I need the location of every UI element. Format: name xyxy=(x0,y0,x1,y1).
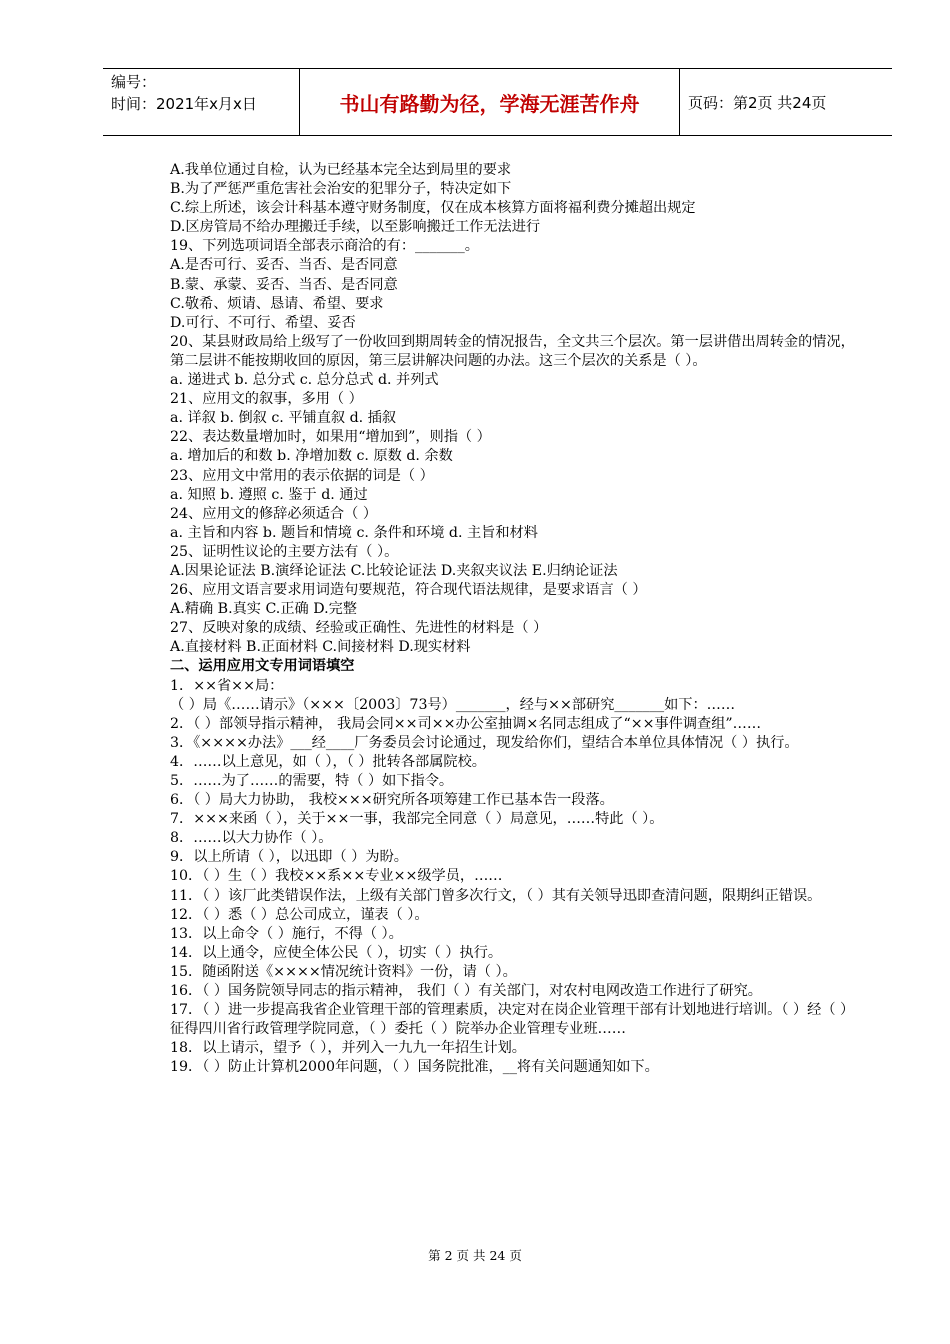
text-line: A.直接材料 B.正面材料 C.间接材料 D.现实材料 xyxy=(170,639,471,656)
text-line: 4．……以上意见，如（ ），（ ）批转各部属院校。 xyxy=(170,753,486,770)
text-line: 27、反映对象的成绩、经验或正确性、先进性的材料是（ ） xyxy=(170,620,548,637)
text-line: 9．以上所请（ ），以迅即（ ）为盼。 xyxy=(170,849,408,866)
text-line: a. 递进式 b. 总分式 c. 总分总式 d. 并列式 xyxy=(170,372,439,389)
text-line: 14．以上通令，应使全体公民（ ），切实（ ）执行。 xyxy=(170,944,503,961)
text-line: A.精确 B.真实 C.正确 D.完整 xyxy=(170,601,357,618)
text-line: 22、表达数量增加时，如果用“增加到”，则指（ ） xyxy=(170,429,491,446)
text-line: 13．以上命令（ ）施行，不得（ ）。 xyxy=(170,925,403,942)
text-line: 24、应用文的修辞必须适合（ ） xyxy=(170,505,378,522)
text-line: A.因果论证法 B.演绎论证法 C.比较论证法 D.夹叙夹议法 E.归纳论证法 xyxy=(170,562,618,579)
text-line: 23、应用文中常用的表示依据的词是（ ） xyxy=(170,467,434,484)
text-line: 8．……以大力协作（ ）。 xyxy=(170,830,333,847)
header-page-label: 页码：第2页 共24页 xyxy=(688,93,827,112)
text-line: A.是否可行、妥否、当否、是否同意 xyxy=(170,257,398,274)
header-meta xyxy=(103,69,300,135)
text-line: 20、某县财政局给上级写了一份收回到期周转金的情况报告，全文共三个层次。第一层讲借出周转金的情况，第二层讲不能按期收回的原因，第三层讲解决问题的办法。这三个层次的关系是（ ）。 xyxy=(170,333,855,369)
text-line: C.综上所述，该会计科基本遵守财务制度，仅在成本核算方面将福利费分摊超出规定 xyxy=(170,200,696,217)
page-footer: 第 2 页 共 24 页 xyxy=(428,1248,522,1263)
text-line: 1．××省××局： xyxy=(170,677,284,694)
text-line: 2．（ ）部领导指示精神， 我局会同××司××办公室抽调×名同志组成了“××事件调查组”…… xyxy=(170,715,762,732)
text-line: a. 主旨和内容 b. 题旨和情境 c. 条件和环境 d. 主旨和材料 xyxy=(170,524,538,541)
text-line: a. 详叙 b. 倒叙 c. 平铺直叙 d. 插叙 xyxy=(170,410,397,427)
text-line: 17．（ ）进一步提高我省企业管理干部的管理素质，决定对在岗企业管理干部有计划地进行培训。（ ）经（ ）征得四川省行政管理学院同意，（ ）委托（ ）院举办企业管理专业班…… xyxy=(170,1002,855,1038)
text-line: 7．×××来函（ ），关于××一事，我部完全同意（ ）局意见，……特此（ ）。 xyxy=(170,811,664,828)
text-line: C.敬希、烦请、恳请、希望、要求 xyxy=(170,295,384,312)
time-label: 时间：2021年x月x日 xyxy=(111,95,257,113)
number-label: 编号： xyxy=(111,73,157,91)
text-line: 19、下列选项词语全部表示商洽的有：_______。 xyxy=(170,238,479,255)
text-line: 21、应用文的叙事，多用（ ） xyxy=(170,391,363,408)
text-line: 6．（ ）局大力协助， 我校×××研究所各项筹建工作已基本告一段落。 xyxy=(170,792,614,809)
text-line: 10．（ ）生（ ）我校××系××专业××级学员，…… xyxy=(170,868,503,885)
document-body xyxy=(138,161,860,1078)
page-header xyxy=(103,68,892,136)
text-line: 26、应用文语言要求用词造句要规范，符合现代语法规律，是要求语言（ ） xyxy=(170,582,647,599)
text-line: 3．《××××办法》___经____厂务委员会讨论通过，现发给你们，望结合本单位具体情况（ ）执行。 xyxy=(170,734,799,751)
text-line: B.为了严惩严重危害社会治安的犯罪分子，特决定如下 xyxy=(170,181,512,198)
text-line: A.我单位通过自检，认为已经基本完全达到局里的要求 xyxy=(170,162,512,178)
header-motto: 书山有路勤为径，学海无涯苦作舟 xyxy=(300,69,680,135)
text-line: 16．（ ）国务院领导同志的指示精神， 我们（ ）有关部门，对农村电网改造工作进行了研究。 xyxy=(170,983,762,1000)
text-line: 25、证明性议论的主要方法有（ ）。 xyxy=(170,543,399,560)
text-line: 12．（ ）悉（ ）总公司成立，谨表（ ）。 xyxy=(170,906,429,923)
text-line: 15．随函附送《××××情况统计资料》一份，请（ ）。 xyxy=(170,963,517,980)
text-line: 5．……为了……的需要，特（ ）如下指令。 xyxy=(170,773,454,789)
text-line: a. 知照 b. 遵照 c. 鉴于 d. 通过 xyxy=(170,486,368,503)
text-line: 19．（ ）防止计算机2000年问题，（ ）国务院批准，__将有关问题通知如下。 xyxy=(170,1059,659,1076)
text-line: 二、运用应用文专用词语填空 xyxy=(170,658,355,675)
text-line: （ ）局《……请示》（×××〔2003〕73号）_______，经与××部研究_______如下：…… xyxy=(170,696,736,713)
text-line: B.蒙、承蒙、妥否、当否、是否同意 xyxy=(170,276,398,293)
text-line: a. 增加后的和数 b. 净增加数 c. 原数 d. 余数 xyxy=(170,448,453,465)
text-line: D.可行、不可行、希望、妥否 xyxy=(170,314,356,331)
text-line: 18．以上请示，望予（ ），并列入一九九一年招生计划。 xyxy=(170,1040,526,1057)
text-line: 11．（ ）该厂此类错误作法，上级有关部门曾多次行文，（ ）其有关领导迅即查清问题，限期纠正错误。 xyxy=(170,887,822,904)
text-line: D.区房管局不给办理搬迁手续，以至影响搬迁工作无法进行 xyxy=(170,219,541,236)
